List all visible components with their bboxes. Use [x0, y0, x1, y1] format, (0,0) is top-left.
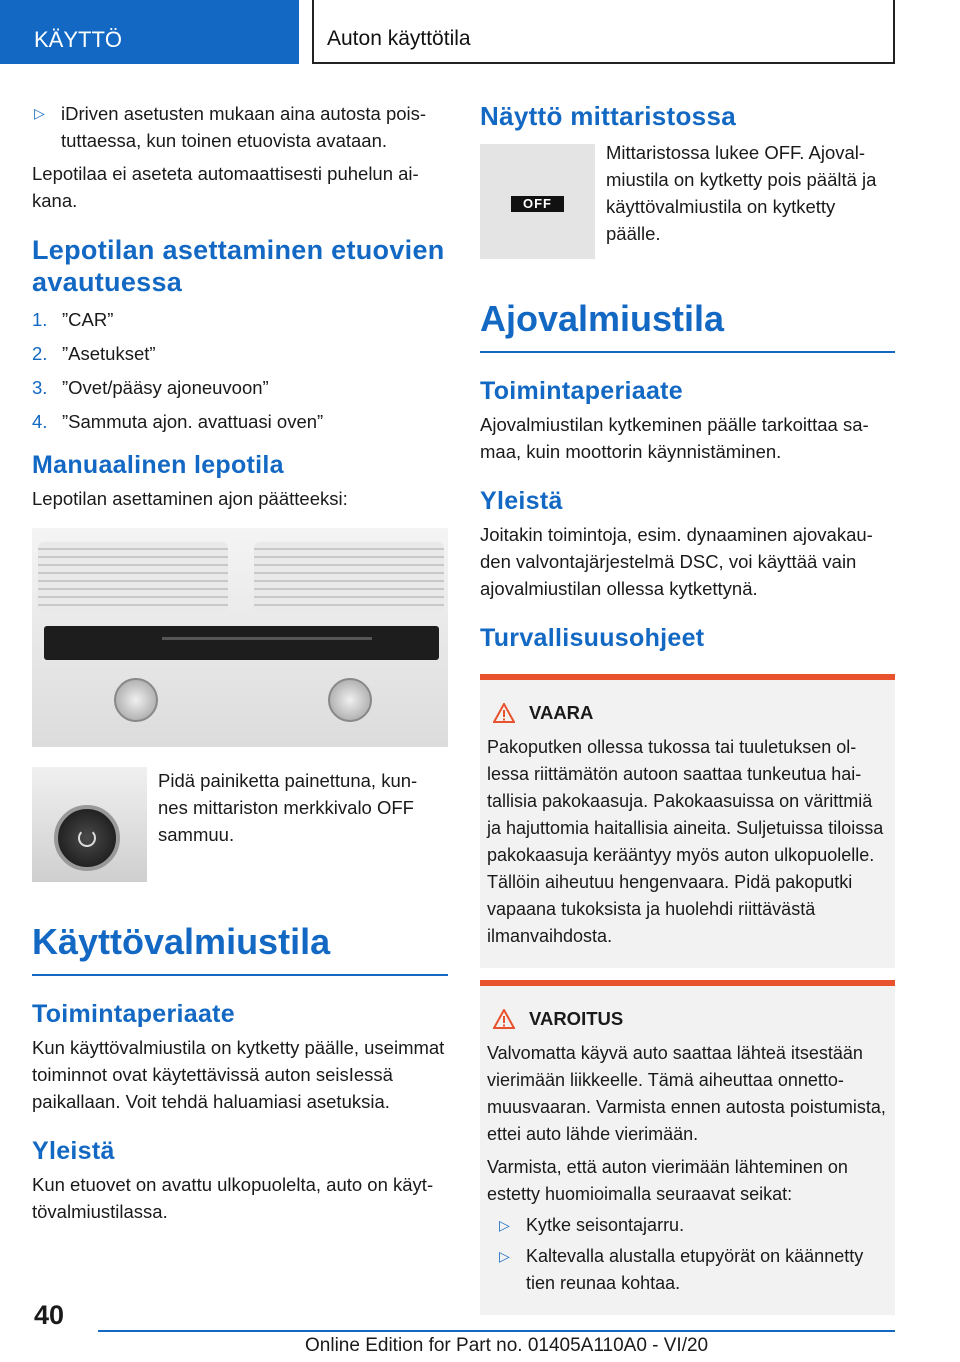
power-knob-photo: [32, 767, 147, 882]
paragraph: Joitakin toimintoja, esim. dynaaminen ajovakauden valvontajärjestelmä DSC, voi käyttää vain ajovalmiustilan ollessa kytkettynä.: [480, 524, 873, 599]
heading-kayttovalmiustila: Käyttövalmiustila: [32, 920, 448, 976]
step-number: 4.: [32, 411, 48, 432]
heading-lepotilan-asettaminen: Lepotilan asettaminen etuovien avautuessa: [32, 235, 445, 297]
list-item: [32, 340, 448, 367]
off-indicator: OFF: [511, 196, 564, 212]
list-item: [32, 306, 448, 333]
steps-list: [32, 306, 448, 435]
bullet-item: [32, 100, 448, 154]
paragraph: Kun etuovet on avattu ulkopuolelta, auto on käyttövalmiustilassa.: [32, 1174, 434, 1222]
paragraph: Ajovalmiustilan kytkeminen päälle tarkoittaa samaa, kuin moottorin käynnistäminen.: [480, 414, 869, 462]
off-figure-row: [480, 144, 895, 259]
warning-triangle-icon: [493, 703, 515, 723]
knob-figure-row: [32, 767, 448, 882]
left-column: [32, 100, 448, 1225]
paragraph: Mittaristossa lukee OFF. Ajovalmiustila on kytketty pois päältä ja käyttövalmiustila on kytketty päälle.: [606, 142, 877, 244]
page-number: 40: [34, 1300, 65, 1330]
radio-panel: [44, 626, 439, 660]
heading-ajovalmiustila: Ajovalmiustila: [480, 297, 895, 353]
cluster-display-image: [480, 144, 595, 259]
list-item: [32, 408, 448, 435]
bullet-item: [487, 1212, 887, 1239]
heading-toimintaperiaate: Toimintaperiaate: [32, 1000, 235, 1028]
warning-text: Pakoputken ollessa tukossa tai tuuletuksen ollessa riittämätön autoon saattaa tunkeutua haitallisia pakokaasuja. Pakokaasuissa on värittmiä ja hajuttomia haitallisia aineita. Suljetuissa tiloissa pakokaasuja kerääntyy myös auton ulkopuolelle. Tällöin aiheutuu hengenvaara. Pidä pakoputki vapaana tukoksista ja huolehdi riittävästä ilmanvaihdosta.: [487, 737, 884, 946]
warning-text: Varmista, että auton vierimään lähteminen on estetty huomioimalla seuraavat seikat:: [487, 1157, 848, 1204]
step-text: ”CAR”: [62, 309, 114, 330]
warning-text: Valvomatta käyvä auto saattaa lähteä itsestään vierimään liikkeelle. Tämä aiheuttaa onnettomuusvaaran. Varmista ennen autosta poistumista, ettei auto lähde vierimään.: [487, 1043, 886, 1144]
bullet-text: iDriven asetusten mukaan aina autosta poistuttaessa, kun toinen etuovista avataan.: [61, 103, 427, 151]
air-vent-left: [38, 542, 228, 612]
step-number: 2.: [32, 343, 48, 364]
triangle-bullet-icon: ▷: [499, 1248, 510, 1264]
heading-yleista: Yleistä: [32, 1137, 115, 1165]
paragraph: Kun käyttövalmiustila on kytketty päälle, useimmat toiminnot ovat käytettävissä auton seisIessä paikallaan. Voit tehdä haluamiasi asetuksia.: [32, 1037, 445, 1112]
step-text: ”Sammuta ajon. avattuasi oven”: [62, 411, 324, 432]
warning-box-varoitus: [480, 980, 895, 1315]
air-vent-right: [254, 542, 444, 612]
bullet-text: Kytke seisontajarru.: [526, 1215, 685, 1235]
warning-title-text: VAARA: [529, 702, 594, 723]
warning-title-text: VAROITUS: [529, 1008, 624, 1029]
right-column: [480, 100, 895, 1315]
heading-toimintaperiaate: Toimintaperiaate: [480, 377, 683, 405]
step-number: 1.: [32, 309, 48, 330]
footer-edition: Online Edition for Part no. 01405A110A0 - VI/20: [305, 1335, 709, 1356]
footer-divider: [98, 1330, 895, 1332]
paragraph: Lepotilaa ei aseteta automaattisesti puhelun aikana.: [32, 163, 419, 211]
knob-caption: Pidä painiketta painettuna, kunnes mittariston merkkivalo OFF sammuu.: [158, 770, 418, 845]
paragraph: Lepotilan asettaminen ajon päätteeksi:: [32, 488, 348, 509]
warning-title: [487, 1008, 887, 1030]
warning-triangle-icon: [493, 1009, 515, 1029]
warning-title: [487, 702, 887, 724]
header-section-tab: [0, 0, 299, 64]
bullet-text: Kaltevalla alustalla etupyörät on käännetty tien reunaa kohtaa.: [526, 1246, 864, 1293]
list-item: [32, 374, 448, 401]
heading-manuaalinen-lepotila: Manuaalinen lepotila: [32, 451, 284, 479]
header-section-label: KÄYTTÖ: [34, 27, 123, 52]
triangle-bullet-icon: ▷: [499, 1217, 510, 1233]
header-chapter-tab: [312, 0, 895, 64]
power-icon: [78, 829, 96, 847]
step-text: ”Asetukset”: [62, 343, 156, 364]
header-chapter-label: Auton käyttötila: [327, 27, 471, 50]
bullet-item: [487, 1243, 887, 1297]
heading-naytto-mittaristossa: Näyttö mittaristossa: [480, 101, 736, 131]
tuning-knob: [328, 678, 372, 722]
console-photo: [32, 528, 448, 747]
volume-knob: [114, 678, 158, 722]
heading-turvallisuusohjeet: Turvallisuusohjeet: [480, 624, 705, 652]
heading-yleista: Yleistä: [480, 487, 563, 515]
warning-box-vaara: [480, 674, 895, 968]
triangle-bullet-icon: ▷: [34, 105, 45, 121]
cd-slot: [162, 637, 372, 640]
step-number: 3.: [32, 377, 48, 398]
step-text: ”Ovet/pääsy ajoneuvoon”: [62, 377, 269, 398]
